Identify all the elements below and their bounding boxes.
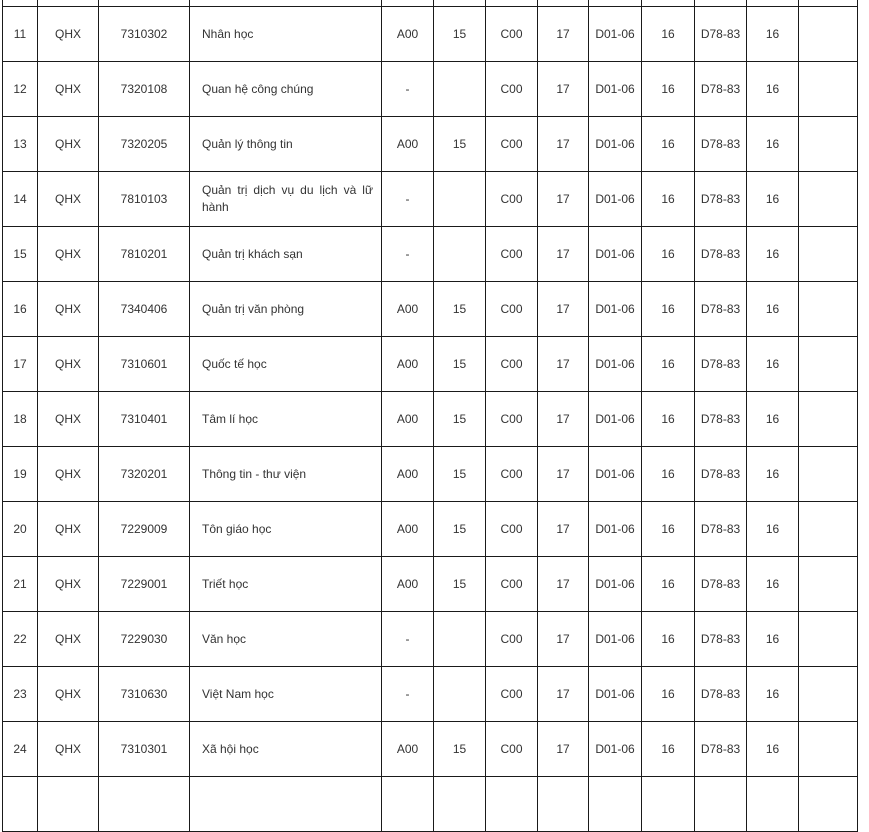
- subject-group-1-cell: A00: [382, 502, 434, 557]
- table-row-bottom-partial: [3, 777, 858, 832]
- score-1-cell: [434, 227, 486, 282]
- subject-group-2-cell: C00: [486, 172, 538, 227]
- table-cell: [99, 777, 190, 832]
- score-3-cell: 16: [642, 612, 695, 667]
- subject-group-2-cell: C00: [486, 557, 538, 612]
- score-2-cell: 17: [538, 392, 589, 447]
- subject-group-1-cell: -: [382, 612, 434, 667]
- score-2-cell: 17: [538, 117, 589, 172]
- subject-group-2-cell: C00: [486, 7, 538, 62]
- school-code-cell: QHX: [38, 282, 99, 337]
- subject-group-1-cell: -: [382, 227, 434, 282]
- score-2-cell: 17: [538, 612, 589, 667]
- stt-cell: 13: [3, 117, 38, 172]
- table-cell: [747, 777, 799, 832]
- subject-group-3-cell: D01-06: [589, 502, 642, 557]
- subject-group-4-cell: D78-83: [695, 612, 747, 667]
- score-3-cell: 16: [642, 62, 695, 117]
- stt-cell: 22: [3, 612, 38, 667]
- score-4-cell: 16: [747, 612, 799, 667]
- table-cell: [38, 777, 99, 832]
- subject-group-2-cell: C00: [486, 227, 538, 282]
- score-2-cell: 17: [538, 667, 589, 722]
- school-code-cell: QHX: [38, 722, 99, 777]
- score-4-cell: 16: [747, 392, 799, 447]
- score-2-cell: 17: [538, 282, 589, 337]
- subject-group-2-cell: C00: [486, 392, 538, 447]
- score-1-cell: [434, 62, 486, 117]
- subject-group-2-cell: C00: [486, 667, 538, 722]
- score-4-cell: 16: [747, 117, 799, 172]
- major-name-cell: Triết học: [190, 557, 382, 612]
- subject-group-1-cell: -: [382, 667, 434, 722]
- table-row: [3, 227, 858, 282]
- subject-group-1-cell: A00: [382, 7, 434, 62]
- score-1-cell: 15: [434, 447, 486, 502]
- score-4-cell: 16: [747, 667, 799, 722]
- empty-cell: [799, 392, 858, 447]
- school-code-cell: QHX: [38, 392, 99, 447]
- school-code-cell: QHX: [38, 667, 99, 722]
- table-cell: [799, 777, 858, 832]
- score-1-cell: 15: [434, 502, 486, 557]
- subject-group-4-cell: D78-83: [695, 117, 747, 172]
- table-cell: [695, 777, 747, 832]
- score-1-cell: 15: [434, 392, 486, 447]
- score-3-cell: 16: [642, 337, 695, 392]
- empty-cell: [799, 337, 858, 392]
- school-code-cell: QHX: [38, 447, 99, 502]
- subject-group-2-cell: C00: [486, 282, 538, 337]
- subject-group-3-cell: D01-06: [589, 227, 642, 282]
- score-2-cell: 17: [538, 7, 589, 62]
- score-1-cell: 15: [434, 722, 486, 777]
- table-row: [3, 117, 858, 172]
- empty-cell: [799, 722, 858, 777]
- score-2-cell: 17: [538, 557, 589, 612]
- subject-group-3-cell: D01-06: [589, 117, 642, 172]
- subject-group-4-cell: D78-83: [695, 722, 747, 777]
- stt-cell: 16: [3, 282, 38, 337]
- subject-group-3-cell: D01-06: [589, 557, 642, 612]
- major-code-cell: 7320108: [99, 62, 190, 117]
- admission-score-table: [2, 0, 858, 832]
- subject-group-3-cell: D01-06: [589, 172, 642, 227]
- subject-group-4-cell: D78-83: [695, 172, 747, 227]
- table-cell: [538, 777, 589, 832]
- major-name-cell: Quản trị dịch vụ du lịch và lữ hành: [190, 172, 382, 227]
- major-name-cell: Thông tin - thư viện: [190, 447, 382, 502]
- subject-group-1-cell: -: [382, 62, 434, 117]
- score-3-cell: 16: [642, 282, 695, 337]
- subject-group-1-cell: A00: [382, 337, 434, 392]
- score-1-cell: [434, 667, 486, 722]
- major-name-cell: Xã hội học: [190, 722, 382, 777]
- empty-cell: [799, 7, 858, 62]
- major-name-cell: Văn học: [190, 612, 382, 667]
- score-4-cell: 16: [747, 502, 799, 557]
- table-cell: [190, 777, 382, 832]
- table-row: [3, 447, 858, 502]
- major-code-cell: 7310301: [99, 722, 190, 777]
- major-name-cell: Quản trị văn phòng: [190, 282, 382, 337]
- score-4-cell: 16: [747, 62, 799, 117]
- subject-group-2-cell: C00: [486, 62, 538, 117]
- score-4-cell: 16: [747, 227, 799, 282]
- school-code-cell: QHX: [38, 172, 99, 227]
- major-code-cell: 7320201: [99, 447, 190, 502]
- empty-cell: [799, 612, 858, 667]
- major-name-cell: Tâm lí học: [190, 392, 382, 447]
- table-cell: [382, 777, 434, 832]
- subject-group-4-cell: D78-83: [695, 557, 747, 612]
- subject-group-1-cell: A00: [382, 447, 434, 502]
- major-name-cell: Quản trị khách sạn: [190, 227, 382, 282]
- major-name-cell: Quan hệ công chúng: [190, 62, 382, 117]
- subject-group-1-cell: A00: [382, 557, 434, 612]
- score-4-cell: 16: [747, 557, 799, 612]
- score-3-cell: 16: [642, 667, 695, 722]
- empty-cell: [799, 117, 858, 172]
- subject-group-4-cell: D78-83: [695, 502, 747, 557]
- subject-group-3-cell: D01-06: [589, 667, 642, 722]
- school-code-cell: QHX: [38, 557, 99, 612]
- score-3-cell: 16: [642, 117, 695, 172]
- major-code-cell: 7229009: [99, 502, 190, 557]
- subject-group-2-cell: C00: [486, 502, 538, 557]
- stt-cell: 12: [3, 62, 38, 117]
- table-cell: [3, 777, 38, 832]
- table-cell: [589, 777, 642, 832]
- school-code-cell: QHX: [38, 227, 99, 282]
- table-row: [3, 337, 858, 392]
- subject-group-3-cell: D01-06: [589, 447, 642, 502]
- subject-group-4-cell: D78-83: [695, 447, 747, 502]
- score-1-cell: 15: [434, 7, 486, 62]
- subject-group-3-cell: D01-06: [589, 612, 642, 667]
- score-4-cell: 16: [747, 172, 799, 227]
- stt-cell: 11: [3, 7, 38, 62]
- stt-cell: 19: [3, 447, 38, 502]
- subject-group-4-cell: D78-83: [695, 7, 747, 62]
- school-code-cell: QHX: [38, 337, 99, 392]
- subject-group-4-cell: D78-83: [695, 62, 747, 117]
- major-name-cell: Quốc tế học: [190, 337, 382, 392]
- subject-group-3-cell: D01-06: [589, 62, 642, 117]
- score-1-cell: [434, 612, 486, 667]
- score-4-cell: 16: [747, 447, 799, 502]
- subject-group-3-cell: D01-06: [589, 282, 642, 337]
- admission-table-container: [2, 0, 858, 832]
- table-row: [3, 557, 858, 612]
- major-code-cell: 7310401: [99, 392, 190, 447]
- major-code-cell: 7310302: [99, 7, 190, 62]
- score-1-cell: 15: [434, 337, 486, 392]
- subject-group-2-cell: C00: [486, 337, 538, 392]
- stt-cell: 18: [3, 392, 38, 447]
- stt-cell: 17: [3, 337, 38, 392]
- subject-group-1-cell: A00: [382, 392, 434, 447]
- score-2-cell: 17: [538, 227, 589, 282]
- school-code-cell: QHX: [38, 62, 99, 117]
- major-name-cell: Nhân học: [190, 7, 382, 62]
- subject-group-2-cell: C00: [486, 722, 538, 777]
- score-2-cell: 17: [538, 337, 589, 392]
- score-1-cell: [434, 172, 486, 227]
- score-2-cell: 17: [538, 722, 589, 777]
- empty-cell: [799, 62, 858, 117]
- score-1-cell: 15: [434, 282, 486, 337]
- subject-group-2-cell: C00: [486, 117, 538, 172]
- score-3-cell: 16: [642, 557, 695, 612]
- score-1-cell: 15: [434, 557, 486, 612]
- score-4-cell: 16: [747, 7, 799, 62]
- score-4-cell: 16: [747, 282, 799, 337]
- table-row: [3, 392, 858, 447]
- major-code-cell: 7320205: [99, 117, 190, 172]
- empty-cell: [799, 447, 858, 502]
- table-row: [3, 172, 858, 227]
- school-code-cell: QHX: [38, 7, 99, 62]
- score-3-cell: 16: [642, 502, 695, 557]
- subject-group-2-cell: C00: [486, 612, 538, 667]
- subject-group-3-cell: D01-06: [589, 722, 642, 777]
- major-code-cell: 7340406: [99, 282, 190, 337]
- stt-cell: 23: [3, 667, 38, 722]
- subject-group-4-cell: D78-83: [695, 392, 747, 447]
- score-1-cell: 15: [434, 117, 486, 172]
- subject-group-1-cell: A00: [382, 117, 434, 172]
- empty-cell: [799, 282, 858, 337]
- score-4-cell: 16: [747, 337, 799, 392]
- stt-cell: 15: [3, 227, 38, 282]
- table-cell: [642, 777, 695, 832]
- empty-cell: [799, 667, 858, 722]
- major-name-cell: Quản lý thông tin: [190, 117, 382, 172]
- major-name-cell: Việt Nam học: [190, 667, 382, 722]
- table-row: [3, 722, 858, 777]
- subject-group-4-cell: D78-83: [695, 282, 747, 337]
- table-cell: [434, 777, 486, 832]
- major-code-cell: 7310601: [99, 337, 190, 392]
- score-2-cell: 17: [538, 447, 589, 502]
- subject-group-1-cell: -: [382, 172, 434, 227]
- table-body: [3, 0, 858, 832]
- table-row: [3, 667, 858, 722]
- score-3-cell: 16: [642, 227, 695, 282]
- stt-cell: 24: [3, 722, 38, 777]
- subject-group-3-cell: D01-06: [589, 7, 642, 62]
- major-code-cell: 7810201: [99, 227, 190, 282]
- major-code-cell: 7810103: [99, 172, 190, 227]
- subject-group-3-cell: D01-06: [589, 392, 642, 447]
- subject-group-1-cell: A00: [382, 722, 434, 777]
- subject-group-3-cell: D01-06: [589, 337, 642, 392]
- major-code-cell: 7229001: [99, 557, 190, 612]
- subject-group-2-cell: C00: [486, 447, 538, 502]
- stt-cell: 21: [3, 557, 38, 612]
- major-code-cell: 7229030: [99, 612, 190, 667]
- subject-group-4-cell: D78-83: [695, 667, 747, 722]
- score-2-cell: 17: [538, 62, 589, 117]
- table-row: [3, 62, 858, 117]
- score-3-cell: 16: [642, 172, 695, 227]
- empty-cell: [799, 227, 858, 282]
- subject-group-4-cell: D78-83: [695, 227, 747, 282]
- score-2-cell: 17: [538, 172, 589, 227]
- table-row: [3, 612, 858, 667]
- empty-cell: [799, 502, 858, 557]
- subject-group-4-cell: D78-83: [695, 337, 747, 392]
- table-row: [3, 502, 858, 557]
- major-name-cell: Tôn giáo học: [190, 502, 382, 557]
- score-3-cell: 16: [642, 447, 695, 502]
- score-2-cell: 17: [538, 502, 589, 557]
- subject-group-1-cell: A00: [382, 282, 434, 337]
- score-4-cell: 16: [747, 722, 799, 777]
- empty-cell: [799, 557, 858, 612]
- score-3-cell: 16: [642, 392, 695, 447]
- major-code-cell: 7310630: [99, 667, 190, 722]
- table-row: [3, 282, 858, 337]
- empty-cell: [799, 172, 858, 227]
- table-cell: [486, 777, 538, 832]
- table-row: [3, 7, 858, 62]
- school-code-cell: QHX: [38, 117, 99, 172]
- school-code-cell: QHX: [38, 612, 99, 667]
- school-code-cell: QHX: [38, 502, 99, 557]
- score-3-cell: 16: [642, 7, 695, 62]
- stt-cell: 14: [3, 172, 38, 227]
- score-3-cell: 16: [642, 722, 695, 777]
- stt-cell: 20: [3, 502, 38, 557]
